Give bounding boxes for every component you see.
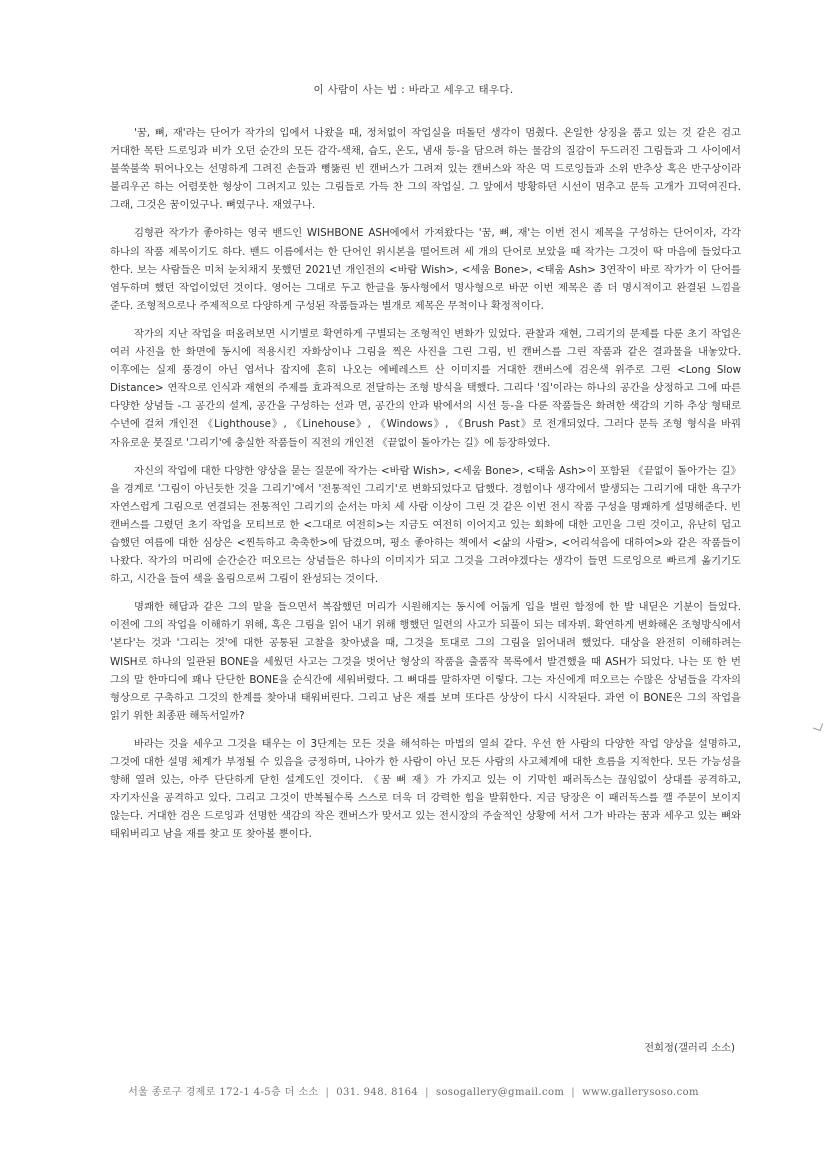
author-signature: 전희정(갤러리 소소) <box>644 1042 735 1054</box>
document-title: 이 사람이 사는 법 : 바라고 세우고 태우다. <box>313 84 514 96</box>
footer-email: sosogallery@gmail.com <box>435 1087 565 1098</box>
paragraph-5: 명쾌한 해답과 같은 그의 말을 들으면서 복잡했던 머리가 시원해지는 동시에 어둡게 입을 벌린 함정에 한 발 내딛은 기분이 들었다. 이전에 그의 작업을 이해하기 위해, 혹은 그림을 읽어 내기 위해 행했던 일련의 사고가 되풀이 되는 데자뷔. 확연하게 변화해온 조형방식에서 '본다'는 것과 '그리는 것'에 대한 공통된 고찰을 찾아냈을 때, 그것을 토대로 그의 그림을 읽어내려 했었다. 대상을 완전히 이해하려는 WISH로 하나의 일관된 BONE을 세웠던 사고는 그것을 벗어난 형상의 작품을 출품작 목록에서 발견했을 때 ASH가 되었다. 나는 또 한 번 그의 말 한마디에 꽤나 단단한 BONE을 순식간에 세워버렸다. 그 뼈대를 말하자면 이렇다. 그는 자신에게 떠오르는 수많은 상념들을 각자의 형상으로 구축하고 그것의 한계를 찾아내 태워버린다. 그리고 남은 재를 보며 또다른 상상이 다시 시작된다. 과연 이 BONE은 그의 작업을 읽기 위한 최종판 해독서일까? <box>110 601 741 722</box>
paragraph-4: 자신의 작업에 대한 다양한 양상을 묻는 질문에 작가는 <바람 Wish>, <세움 Bone>, <태움 Ash>이 포함된 《끝없이 돌아가는 길》을 경계로 '그림이 아닌듯한 것을 그리기'에서 '전통적인 그리기'로 변화되었다고 답했다. 경험이나 생각에서 발생되는 그리기에 대한 욕구가 자연스럽게 그림으로 연결되는 전통적인 그리기의 순서는 마치 세 사람 이상이 그린 것 같은 이번 전시 작품 구성을 명쾌하게 설명해준다. 빈 캔버스를 그렸던 초기 작업을 모티브로 한 <그대로 여전히>는 지금도 여전히 이어지고 있는 회화에 대한 고민을 그린 것이고, 유난히 덥고 습했던 여름에 대한 심상은 <찐득하고 축축한>에 담겼으며, 평소 좋아하는 책에서 <삶의 사람>, <어리석음에 대하여>와 같은 작품들이 나왔다. 작가의 머리에 순간순간 떠오르는 상념들은 하나의 이미지가 되고 그것을 그려야겠다는 생각이 들면 드로잉으로 빠르게 옮기기도 하고, 시간을 들여 색을 올림으로써 그림이 완성되는 것이다. <box>110 464 741 586</box>
footer-separator: | <box>425 1087 429 1098</box>
paragraph-1: '꿈, 뼈, 재'라는 단어가 작가의 입에서 나왔을 때, 정처없이 작업실을 떠돌던 생각이 멈췄다. 온일한 상징을 품고 있는 것 같은 검고 거대한 목탄 드로잉과 비가 오던 순간의 모든 감각-색채, 습도, 온도, 냄새 등-을 담으려 하는 물감의 질감이 두드러진 그림들과 그 사이에서 불쑥불쑥 튀어나오는 선명하게 그려진 손들과 뼝뚫린 빈 캔버스가 그려져 있는 캔버스와 작은 먹 드로잉들과 소위 반추상 혹은 반구상이라 불리우곤 하는 어렴풋한 형상이 그려지고 있는 그림들로 가득 찬 그의 작업실. 그 앞에서 방황하던 시선이 멈추고 문득 고개가 끄덕여진다. 그래, 그것은 꿈이었구나. 뼈였구나. 재였구나. <box>110 127 741 212</box>
footer-address: 서울 종로구 경제로 172-1 4-5층 더 소소 <box>128 1087 319 1098</box>
footer-separator: | <box>571 1087 576 1098</box>
footer-website: www.gallerysoso.com <box>582 1087 699 1098</box>
footer-phone: 031. 948. 8164 <box>336 1087 419 1098</box>
scan-mark <box>813 721 823 731</box>
paragraph-6: 바라는 것을 세우고 그것을 태우는 이 3단계는 모든 것을 해석하는 마법의 열쇠 같다. 우선 한 사람의 다양한 작업 양상을 설명하고, 그것에 대한 설명 체계가 부정될 수 있음을 긍정하며, 나아가 한 사람이 아닌 모든 사람의 사고체계에 대한 흐름을 지적한다. 모든 가능성을 향해 열려 있는, 아주 단단하게 닫힌 설계도인 것이다. 《꿈 뼈 재》가 가지고 있는 이 기막힌 패러독스는 끊임없이 상대를 공격하고, 자기자신을 공격하고 있다. 그리고 그것이 반복될수록 스스로 더욱 더 강력한 힘을 발휘한다. 지금 당장은 이 패러독스를 깰 주문이 보이지 않는다. 거대한 검은 드로잉과 선명한 색감의 작은 캔버스가 맞서고 있는 전시장의 주술적인 상황에 서서 그가 바라는 꿈과 세우고 있는 뼈와 태워버리고 남을 재를 찾고 또 찾아볼 뿐이다. <box>110 737 741 841</box>
paragraph-3: 작가의 지난 작업을 떠올려보면 시기별로 확연하게 구별되는 조형적인 변화가 있었다. 관찰과 재현, 그리기의 문제를 다룬 초기 작업은 여러 사진을 한 화면에 동시에 적용시킨 자화상이나 그림을 찍은 사진을 그린 그림, 빈 캔버스를 그린 작품과 같은 결과물을 내놓았다. 이후에는 실제 풍경이 아닌 엽서나 잡지에 흔히 나오는 에베레스트 산 이미지를 거대한 캔버스에 검은색 위주로 그린 <Long Slow Distance> 연작으로 인식과 재현의 주제를 효과적으로 전달하는 조형 방식을 택했다. 그리다 '집'이라는 하나의 공간을 상정하고 그에 따른 다양한 상념들 -그 공간의 설계, 공간을 구성하는 선과 면, 공간의 안과 밖에서의 시선 등-을 다룬 작품들은 화려한 색감의 기하 추상 형태로 수년에 걸쳐 개인전 《Lighthouse》, 《Linehouse》, 《Windows》, 《Brush Past》로 전개되었다. 그러다 문득 조형 형식을 바꿔 자유로운 붓질로 '그리기'에 충실한 작품들이 직전의 개인전 《끝없이 돌아가는 길》에 등장하였다. <box>110 327 741 449</box>
footer-separator: | <box>325 1087 330 1098</box>
paragraph-2: 김형관 작가가 좋아하는 영국 밴드인 WISHBONE ASH에에서 가져왔다는 '꿈, 뼈, 재'는 이번 전시 제목을 구성하는 단어이자, 각각 하나의 작품 제목이기도 하다. 밴드 이름에서는 한 단어인 위시본을 떨어트려 세 개의 단어로 보았을 때 작가는 그것이 딱 마음에 들었다고 한다. 보는 사람들은 미처 눈치채지 못했던 2021년 개인전의 <바람 Wish>, <세움 Bone>, <태움 Ash> 3연작이 바로 작가가 이 단어를 염두하며 했던 작업이었던 것이다. 영어는 그대로 두고 한글을 동사형에서 명사형으로 바꾼 이번 제목은 좀 더 명시적이고 완결된 느낌을 준다. 조형적으로나 주제적으로 다양하게 구성된 작품들과는 별개로 제목은 무척이나 확정적이다. <box>110 227 741 312</box>
page-footer <box>0 1083 827 1098</box>
essay-body <box>110 124 741 853</box>
